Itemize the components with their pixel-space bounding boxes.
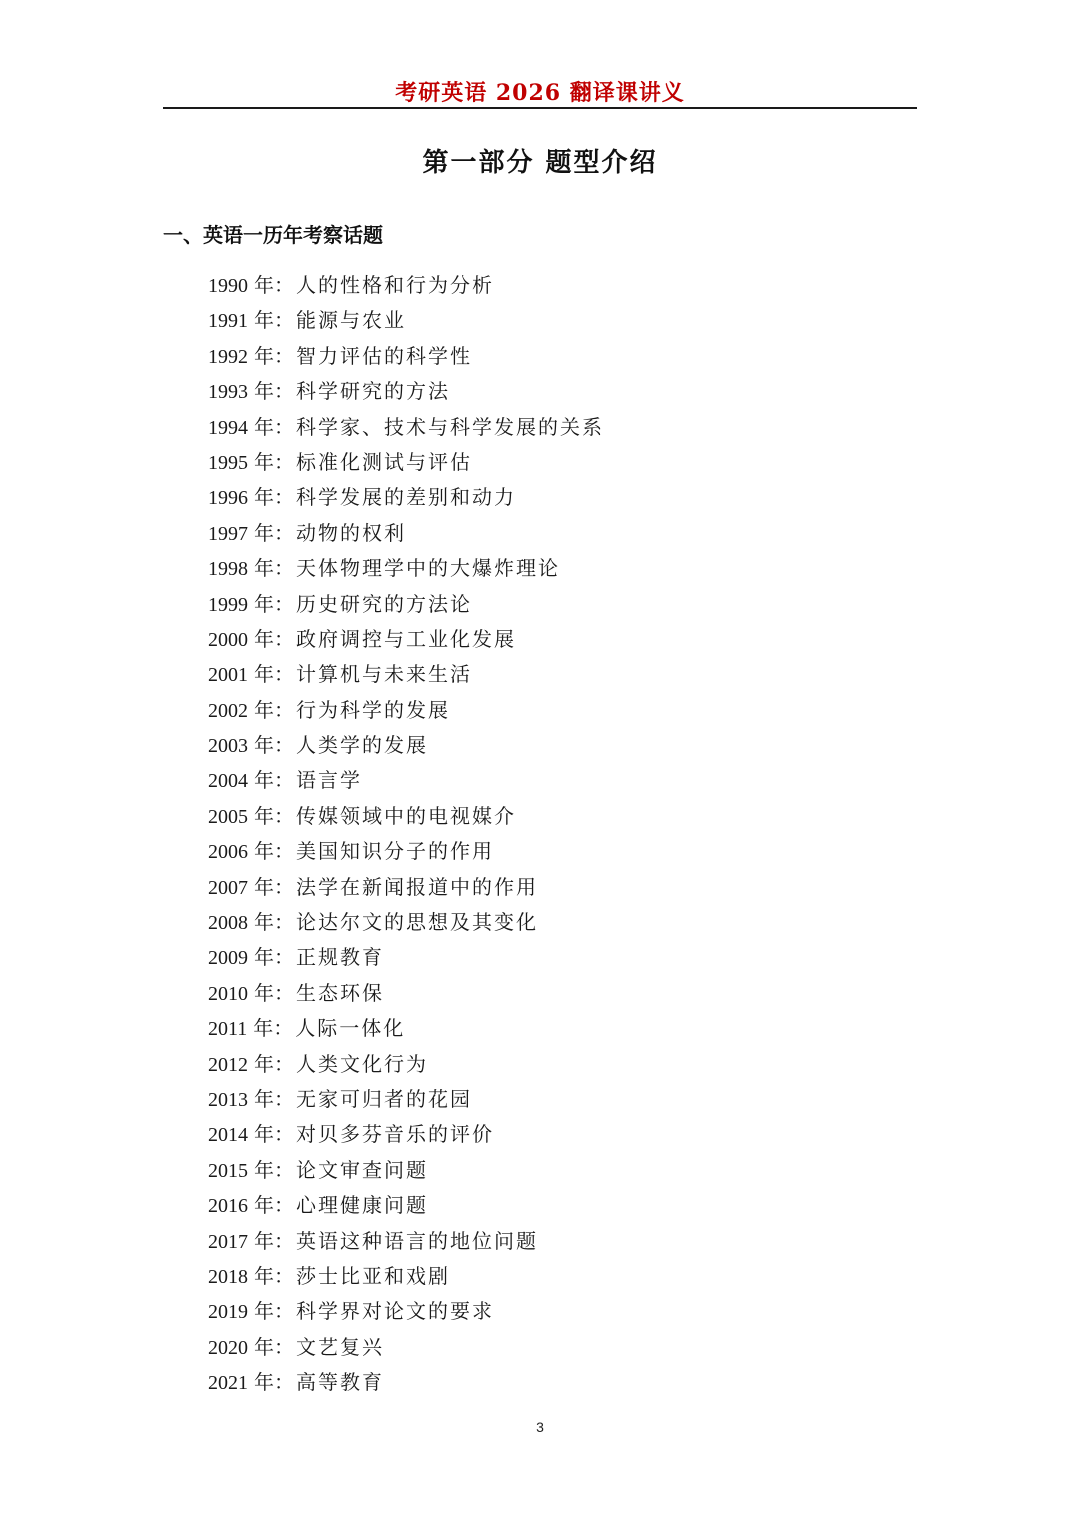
topic-year-unit: 年： bbox=[254, 520, 294, 545]
topic-year: 1993 bbox=[208, 381, 248, 404]
topic-year-unit: 年： bbox=[254, 768, 294, 793]
topic-row bbox=[208, 940, 604, 975]
topic-year: 2004 bbox=[208, 770, 248, 793]
topic-year: 2007 bbox=[208, 876, 248, 899]
topic-year: 2014 bbox=[208, 1124, 248, 1147]
topic-year-unit: 年： bbox=[254, 662, 294, 687]
topic-row bbox=[208, 303, 604, 338]
topic-year-unit: 年： bbox=[254, 626, 294, 651]
topic-year: 1995 bbox=[208, 451, 248, 474]
topic-year-unit: 年： bbox=[254, 1263, 294, 1288]
topic-text: 政府调控与工业化发展 bbox=[296, 626, 516, 651]
topic-row bbox=[208, 799, 604, 834]
topic-row bbox=[208, 1188, 604, 1223]
topic-year: 2006 bbox=[208, 841, 248, 864]
document-header-title: 考研英语 2026 翻译课讲义 bbox=[395, 80, 685, 106]
topic-row bbox=[208, 1117, 604, 1152]
topic-text: 天体物理学中的大爆炸理论 bbox=[296, 556, 560, 581]
topic-year-unit: 年： bbox=[254, 803, 294, 828]
page-number: 3 bbox=[536, 1419, 544, 1435]
section-heading: 一、英语一历年考察话题 bbox=[163, 223, 383, 247]
topic-row bbox=[208, 976, 604, 1011]
topic-row bbox=[208, 374, 604, 409]
topic-year: 2011 bbox=[208, 1018, 248, 1041]
header-divider bbox=[163, 107, 917, 109]
topic-year-unit: 年： bbox=[254, 556, 294, 581]
topic-row bbox=[208, 1365, 604, 1400]
topic-year: 2002 bbox=[208, 699, 248, 722]
topic-year: 1991 bbox=[208, 310, 248, 333]
topic-text: 法学在新闻报道中的作用 bbox=[296, 874, 538, 899]
topic-row bbox=[208, 905, 604, 940]
topic-year-unit: 年： bbox=[254, 874, 294, 899]
topic-row bbox=[208, 1011, 604, 1046]
topic-row bbox=[208, 622, 604, 657]
topic-text: 正规教育 bbox=[296, 945, 384, 970]
topic-text: 对贝多芬音乐的评价 bbox=[296, 1122, 494, 1147]
topic-text: 高等教育 bbox=[296, 1370, 384, 1395]
topic-text: 文艺复兴 bbox=[296, 1334, 384, 1359]
topic-year: 2015 bbox=[208, 1159, 248, 1182]
topic-year-unit: 年： bbox=[254, 449, 294, 474]
topic-year-unit: 年： bbox=[254, 945, 294, 970]
topic-year-unit: 年： bbox=[254, 343, 294, 368]
topic-year-unit: 年： bbox=[254, 910, 294, 935]
topic-year: 2020 bbox=[208, 1336, 248, 1359]
topic-row bbox=[208, 268, 604, 303]
topic-row bbox=[208, 551, 604, 586]
topic-year-unit: 年： bbox=[254, 1193, 294, 1218]
topic-text: 论达尔文的思想及其变化 bbox=[296, 910, 538, 935]
topic-year-unit: 年： bbox=[254, 485, 294, 510]
topic-text: 论文审查问题 bbox=[296, 1157, 428, 1182]
topic-text: 科学发展的差别和动力 bbox=[296, 485, 516, 510]
topic-text: 人类文化行为 bbox=[296, 1051, 428, 1076]
topic-row bbox=[208, 1259, 604, 1294]
topic-row bbox=[208, 587, 604, 622]
topic-year: 1997 bbox=[208, 522, 248, 545]
topic-row bbox=[208, 763, 604, 798]
topic-year-unit: 年： bbox=[254, 1228, 294, 1253]
topic-text: 人际一体化 bbox=[295, 1016, 406, 1041]
topic-text: 生态环保 bbox=[296, 980, 384, 1005]
topic-text: 语言学 bbox=[296, 768, 362, 793]
topic-year-unit: 年： bbox=[254, 308, 294, 333]
topic-year-unit: 年： bbox=[254, 591, 294, 616]
topic-row bbox=[208, 1224, 604, 1259]
topic-text: 动物的权利 bbox=[296, 520, 406, 545]
topic-row bbox=[208, 1294, 604, 1329]
topic-year: 2005 bbox=[208, 805, 248, 828]
topic-year: 2009 bbox=[208, 947, 248, 970]
topic-row bbox=[208, 1153, 604, 1188]
topic-row bbox=[208, 657, 604, 692]
topic-row bbox=[208, 870, 604, 905]
part-title: 第一部分 题型介绍 bbox=[422, 148, 658, 178]
topic-year: 1999 bbox=[208, 593, 248, 616]
topic-year-unit: 年： bbox=[254, 1086, 294, 1111]
topic-text: 科学界对论文的要求 bbox=[296, 1299, 494, 1324]
topic-row bbox=[208, 339, 604, 374]
topic-row bbox=[208, 1047, 604, 1082]
topic-text: 科学研究的方法 bbox=[296, 379, 450, 404]
topic-text: 计算机与未来生活 bbox=[296, 662, 472, 687]
topic-year-unit: 年： bbox=[254, 1051, 294, 1076]
topic-year-unit: 年： bbox=[254, 1370, 294, 1395]
topic-year: 2013 bbox=[208, 1088, 248, 1111]
topic-row bbox=[208, 1330, 604, 1365]
topic-row bbox=[208, 445, 604, 480]
topic-year-unit: 年： bbox=[254, 1334, 294, 1359]
topic-text: 心理健康问题 bbox=[296, 1193, 428, 1218]
topic-row bbox=[208, 480, 604, 515]
topic-text: 莎士比亚和戏剧 bbox=[296, 1263, 450, 1288]
topic-year: 2008 bbox=[208, 912, 248, 935]
topic-text: 智力评估的科学性 bbox=[296, 343, 472, 368]
topic-year: 2012 bbox=[208, 1053, 248, 1076]
topic-text: 科学家、技术与科学发展的关系 bbox=[296, 414, 604, 439]
topic-year: 2003 bbox=[208, 735, 248, 758]
topic-row bbox=[208, 834, 604, 869]
topic-text: 行为科学的发展 bbox=[296, 697, 450, 722]
topic-year-unit: 年： bbox=[254, 414, 294, 439]
topic-year: 2021 bbox=[208, 1372, 248, 1395]
topic-year-unit: 年： bbox=[254, 273, 294, 297]
topic-year: 1998 bbox=[208, 558, 248, 581]
topic-year: 2010 bbox=[208, 982, 248, 1005]
topic-year-unit: 年： bbox=[254, 980, 294, 1005]
topic-text: 传媒领域中的电视媒介 bbox=[296, 803, 516, 828]
topic-year: 1996 bbox=[208, 487, 248, 510]
topic-year-unit: 年： bbox=[253, 1016, 294, 1041]
topic-year: 2017 bbox=[208, 1230, 248, 1253]
topic-year-unit: 年： bbox=[254, 1122, 294, 1147]
topic-text: 无家可归者的花园 bbox=[296, 1086, 472, 1111]
topic-row bbox=[208, 410, 604, 445]
topic-year: 1990 bbox=[208, 275, 248, 297]
topic-row bbox=[208, 693, 604, 728]
topic-year-unit: 年： bbox=[254, 697, 294, 722]
topic-text: 人类学的发展 bbox=[296, 733, 428, 758]
topic-year: 2001 bbox=[208, 664, 248, 687]
topic-year-unit: 年： bbox=[254, 733, 294, 758]
topic-year: 2000 bbox=[208, 628, 248, 651]
topic-row bbox=[208, 516, 604, 551]
topic-text: 标准化测试与评估 bbox=[296, 449, 472, 474]
topic-text: 历史研究的方法论 bbox=[296, 591, 472, 616]
topic-year: 1992 bbox=[208, 345, 248, 368]
topic-list bbox=[208, 268, 604, 1401]
topic-text: 人的性格和行为分析 bbox=[296, 273, 494, 297]
topic-row bbox=[208, 1082, 604, 1117]
topic-year: 2016 bbox=[208, 1195, 248, 1218]
topic-row bbox=[208, 728, 604, 763]
topic-text: 英语这种语言的地位问题 bbox=[296, 1228, 538, 1253]
topic-year-unit: 年： bbox=[254, 1299, 294, 1324]
topic-text: 能源与农业 bbox=[296, 308, 406, 333]
topic-text: 美国知识分子的作用 bbox=[296, 839, 494, 864]
topic-year-unit: 年： bbox=[254, 1157, 294, 1182]
topic-year: 2019 bbox=[208, 1301, 248, 1324]
topic-year: 2018 bbox=[208, 1265, 248, 1288]
topic-year-unit: 年： bbox=[254, 839, 294, 864]
topic-year: 1994 bbox=[208, 416, 248, 439]
topic-year-unit: 年： bbox=[254, 379, 294, 404]
